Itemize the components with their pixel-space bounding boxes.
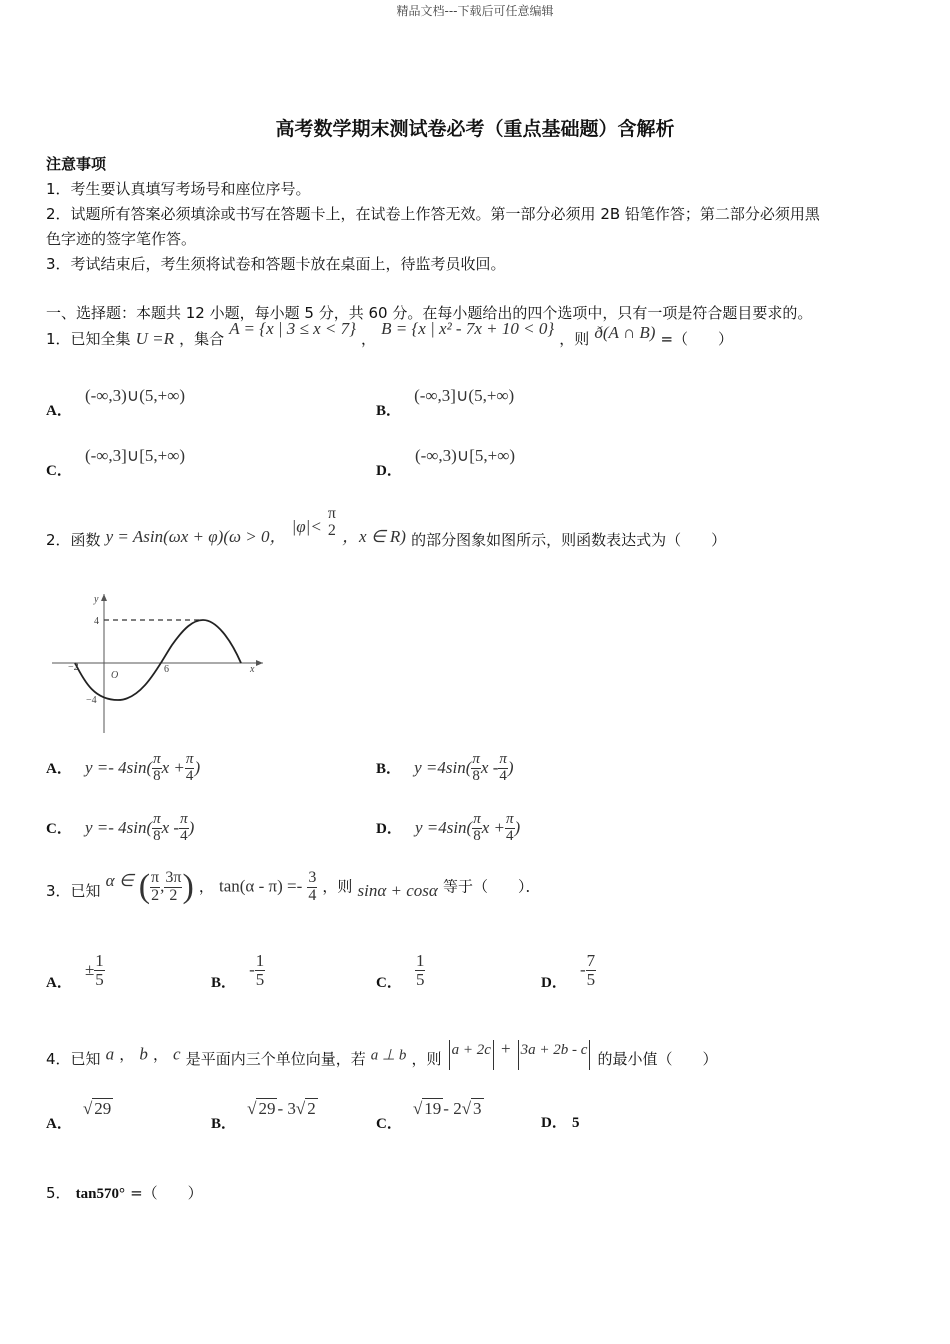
q1-mid: ，集合 — [179, 330, 225, 348]
q1-universe: U =R — [135, 329, 175, 348]
q1-option-d[interactable] — [376, 445, 516, 479]
option-pre: y =4sin( — [414, 757, 472, 777]
q2-func: y = Asin(ωx + φ)(ω > 0， — [105, 527, 287, 547]
option-sign: - — [249, 959, 255, 979]
option-mid: x - — [161, 817, 180, 837]
option-sign: ± — [84, 959, 95, 979]
q4-tail: 的最小值（ ） — [597, 1049, 718, 1068]
q2-phi: |φ|< — [291, 517, 322, 537]
question-5 — [46, 1182, 203, 1203]
q4-vec-c: c — [173, 1044, 181, 1064]
q1-tail: =（ ） — [660, 330, 734, 348]
q1-set-b: B = {x | x² - 7x + 10 < 0} — [381, 319, 555, 338]
option-frac: $\frac{1}{5}$ — [95, 951, 104, 989]
option-frac: $\frac{\pi}{8}$ — [472, 751, 480, 784]
option-radicand: 29 — [94, 1099, 112, 1118]
q3-prefix: 3．已知 — [46, 881, 101, 900]
tick-neg-2: −2 — [68, 662, 79, 673]
q1-option-a[interactable] — [46, 385, 186, 419]
q4-option-c[interactable]: C． √ 19 - 2√ 3 — [376, 1099, 482, 1132]
notice-item: 2．试题所有答案必须填涂或书写在答题卡上，在试卷上作答无效。第一部分必须用 2B 铅笔作答；第二部分必须用黑 — [46, 205, 820, 223]
option-label: A． — [46, 974, 72, 991]
q4-option-d[interactable] — [541, 1111, 579, 1132]
notice-item: 3．考试结束后，考生须将试卷和答题卡放在桌面上，待监考员收回。 — [46, 255, 506, 273]
q3-option-c[interactable] — [376, 952, 425, 989]
q4-prefix: 4．已知 — [46, 1049, 101, 1068]
q3-option-d[interactable] — [541, 952, 596, 989]
q3-frac-3-4: $\frac{3}{4}$ — [308, 868, 317, 904]
right-paren-icon: ) — [182, 868, 194, 905]
q4-mid: 是平面内三个单位向量，若 — [185, 1049, 366, 1068]
option-text: (-∞,3]∪(5,+∞) — [414, 386, 515, 405]
q4-cond: a ⊥ b — [370, 1047, 407, 1064]
option-frac: $\frac{1}{5}$ — [255, 951, 265, 989]
option-mid: x + — [481, 817, 506, 837]
q4-option-a[interactable]: A． √ 29 — [46, 1099, 112, 1132]
q3-then: ，则 — [322, 877, 353, 896]
option-label: A． — [46, 760, 72, 777]
q3-tail: 等于（ ）． — [442, 877, 541, 896]
x-axis-arrow — [256, 660, 263, 666]
q1-option-c[interactable] — [46, 445, 186, 479]
q2-pi-over-two: π 2 — [327, 505, 336, 539]
notice-item: 色字迹的签字笔作答。 — [46, 230, 197, 248]
option-frac: $\frac{\pi}{8}$ — [153, 811, 161, 844]
abs-bar-icon — [518, 1040, 519, 1070]
q4-expr2: 3a + 2b - c — [520, 1041, 588, 1058]
option-sign: - — [579, 959, 586, 979]
q3-expr: sinα + cosα — [357, 880, 438, 900]
question-4: 4．已知 a ， b ， c 是平面内三个单位向量，若 a ⊥ b ，则 a + 2c + 3a + 2b - c 的最小值（ ） — [46, 1040, 718, 1080]
option-label: B． — [211, 974, 237, 991]
q2-prefix: 2．函数 — [46, 531, 101, 550]
option-label: C． — [376, 1116, 402, 1132]
option-label: C． — [46, 820, 72, 837]
abs-bar-icon — [449, 1040, 450, 1070]
option-frac: $\frac{\pi}{4}$ — [180, 811, 188, 844]
option-pre: y =- 4sin( — [84, 817, 153, 837]
q4-vec-a: a — [105, 1044, 115, 1064]
option-pre: y =- 4sin( — [84, 757, 153, 777]
option-pre: y =4sin( — [414, 817, 473, 837]
sine-curve — [75, 620, 241, 700]
option-frac: $\frac{7}{5}$ — [586, 951, 596, 989]
q4-expr1: a + 2c — [451, 1041, 491, 1058]
option-label: B． — [211, 1116, 237, 1132]
page-title: 高考数学期末测试卷必考（重点基础题）含解析 — [275, 118, 675, 140]
question-2 — [46, 506, 726, 556]
origin-label: O — [111, 670, 119, 681]
option-label: D． — [541, 1115, 567, 1131]
q4-plus: + — [500, 1038, 511, 1058]
option-label: D． — [376, 820, 402, 837]
q3-option-b[interactable] — [211, 952, 265, 989]
notice-item: 1．考生要认真填写考场号和座位序号。 — [46, 180, 311, 198]
option-frac: $\frac{1}{5}$ — [415, 951, 425, 989]
question-3: 3．已知 α ∈ ( $\frac{\pi}{2}$ , $\frac{3\pi}{2}$ ) ， tan(α - π) =- $\frac{3}{4}$ ，则 sinα + cosα 等于（ ）． — [46, 868, 541, 905]
option-frac: $\frac{\pi}{4}$ — [185, 751, 194, 784]
option-mid: x - — [480, 757, 499, 777]
q5-tail: =（ ） — [130, 1184, 203, 1202]
q3-frac-3pi-2: $\frac{3\pi}{2}$ — [165, 868, 182, 904]
left-paren-icon: ( — [138, 868, 151, 905]
question-1 — [46, 319, 734, 368]
option-label: C． — [376, 974, 402, 991]
q2-option-a[interactable] — [46, 752, 200, 785]
option-radicand: 29 — [258, 1099, 276, 1118]
option-mid: x + — [161, 757, 185, 777]
notice-heading: 注意事项 — [46, 155, 107, 173]
option-label: B． — [376, 403, 402, 419]
option-frac: $\frac{\pi}{4}$ — [499, 751, 507, 784]
option-frac: $\frac{\pi}{4}$ — [506, 811, 514, 844]
section-heading: 一、选择题：本题共 12 小题，每小题 5 分，共 60 分。在每小题给出的四个选项中，只有一项是符合题目要求的。 — [46, 304, 813, 322]
option-op: - 3 — [277, 1099, 296, 1118]
abs-bar-icon — [493, 1040, 494, 1070]
q5-prefix: 5． — [46, 1184, 71, 1202]
abs-bar-icon — [589, 1040, 590, 1070]
q1-prefix: 1．已知全集 — [46, 330, 131, 348]
q2-domain: ，x ∈ R) — [342, 527, 406, 547]
q4-then: ，则 — [411, 1049, 442, 1068]
option-label: D． — [541, 974, 567, 991]
option-frac: $\frac{\pi}{8}$ — [153, 751, 161, 784]
q1-set-a: A = {x | 3 ≤ x < 7} — [229, 319, 356, 338]
x-label: x — [250, 664, 255, 675]
option-post: ) — [188, 817, 195, 837]
q2-option-d[interactable] — [376, 812, 520, 845]
option-radicand: 2 — [307, 1099, 316, 1118]
q2-option-b[interactable] — [376, 752, 514, 785]
option-op: - 2 — [443, 1099, 462, 1118]
q1-option-b[interactable] — [376, 385, 515, 419]
page-header: 精品文档---下载后可任意编辑 — [396, 4, 554, 18]
q1-comma: ， — [361, 330, 377, 348]
q4-option-b[interactable]: B． √ 29 - 3√ 2 — [211, 1099, 316, 1132]
option-text: (-∞,3)∪(5,+∞) — [84, 386, 186, 405]
q2-tail: 的部分图象如图所示，则函数表达式为（ ） — [411, 531, 727, 550]
q2-option-c[interactable] — [46, 812, 194, 845]
sine-graph — [48, 590, 273, 735]
option-label: A． — [46, 1116, 72, 1132]
y-label: y — [94, 594, 99, 605]
q5-expr: tan570° — [75, 1186, 125, 1202]
option-label: A． — [46, 403, 72, 419]
y-axis-arrow — [101, 594, 107, 601]
option-label: B． — [376, 760, 402, 777]
option-text: 5 — [571, 1115, 580, 1131]
q3-tan: tan(α - π) =- — [218, 876, 303, 896]
tick-4: 4 — [94, 616, 99, 627]
tick-6: 6 — [164, 664, 169, 675]
q3-alpha-in: α ∈ — [105, 870, 134, 890]
option-radicand: 3 — [473, 1099, 482, 1118]
option-radicand: 19 — [424, 1099, 442, 1118]
q3-option-a[interactable] — [46, 952, 105, 989]
q4-vec-b: b — [139, 1044, 148, 1064]
option-post: ) — [194, 757, 201, 777]
q1-then: ，则 — [559, 330, 590, 348]
q1-expr: ð(A ∩ B) — [594, 323, 656, 342]
option-post: ) — [514, 817, 521, 837]
option-label: C． — [46, 463, 72, 479]
option-text: (-∞,3]∪[5,+∞) — [84, 446, 186, 465]
q3-frac-pi-2: $\frac{\pi}{2}$ — [151, 868, 160, 904]
option-label: D． — [376, 463, 402, 479]
tick-neg-4: −4 — [86, 695, 97, 706]
option-frac: $\frac{\pi}{8}$ — [473, 811, 481, 844]
option-text: (-∞,3)∪[5,+∞) — [414, 446, 516, 465]
option-post: ) — [507, 757, 514, 777]
